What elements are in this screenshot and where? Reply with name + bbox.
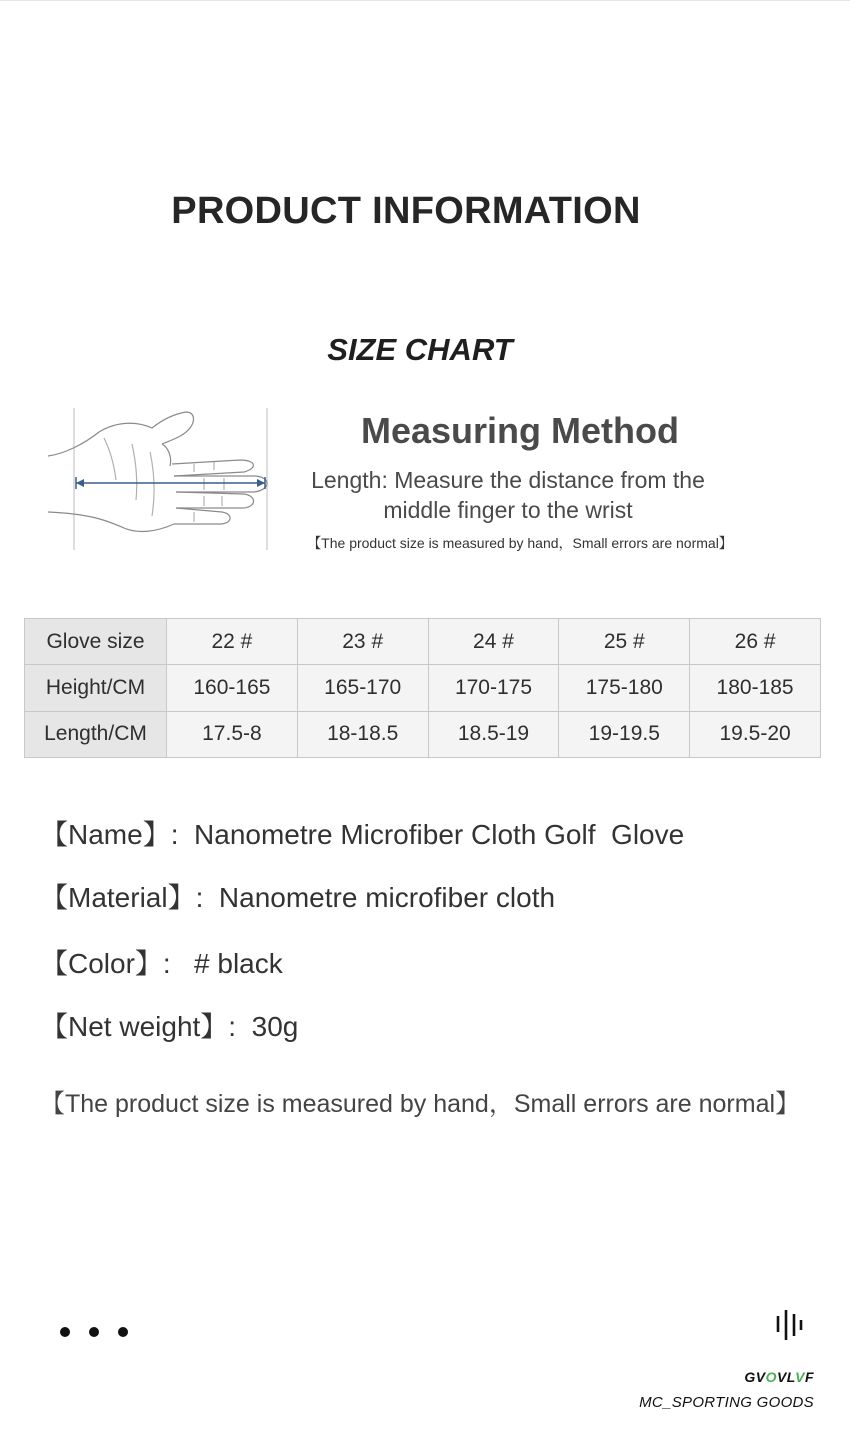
- info-note: 【The product size is measured by hand，Small errors are normal】: [40, 1090, 801, 1118]
- row-header: Glove size: [25, 619, 167, 665]
- info-weight: 【Net weight】: 30g: [40, 1011, 299, 1042]
- table-cell: 17.5-8: [167, 711, 298, 757]
- brand-part: VL: [776, 1369, 796, 1385]
- row-header: Height/CM: [25, 665, 167, 711]
- table-cell: 18.5-19: [428, 711, 559, 757]
- size-table: [24, 618, 821, 758]
- dot: [118, 1327, 128, 1337]
- brand-part: F: [804, 1369, 814, 1385]
- table-cell: 26 #: [690, 619, 821, 665]
- info-color: 【Color】: # black: [40, 948, 283, 979]
- table-cell: 23 #: [297, 619, 428, 665]
- info-name: 【Name】: Nanometre Microfiber Cloth Golf Glove: [40, 819, 685, 850]
- top-divider: [0, 0, 850, 1]
- table-cell: 180-185: [690, 665, 821, 711]
- table-row: [25, 711, 821, 757]
- measuring-method-description: [280, 465, 736, 525]
- table-cell: 19.5-20: [690, 711, 821, 757]
- row-header: Length/CM: [25, 711, 167, 757]
- table-cell: 22 #: [167, 619, 298, 665]
- table-cell: 24 #: [428, 619, 559, 665]
- size-chart-heading: SIZE CHART: [327, 332, 513, 367]
- logo-mark-icon: [774, 1308, 804, 1342]
- measuring-line-2: middle finger to the wrist: [383, 497, 633, 523]
- table-cell: 160-165: [167, 665, 298, 711]
- brand-logo-text: [744, 1369, 814, 1385]
- table-cell: 19-19.5: [559, 711, 690, 757]
- table-cell: 25 #: [559, 619, 690, 665]
- measuring-line-1: Length: Measure the distance from the: [311, 467, 705, 493]
- dot: [60, 1327, 70, 1337]
- brand-tagline: MC_SPORTING GOODS: [639, 1394, 814, 1411]
- page-title: PRODUCT INFORMATION: [171, 190, 641, 232]
- measuring-method-title: Measuring Method: [360, 410, 679, 451]
- table-cell: 18-18.5: [297, 711, 428, 757]
- table-cell: 170-175: [428, 665, 559, 711]
- brand-accent: O: [765, 1369, 777, 1385]
- table-row: [25, 619, 821, 665]
- brand-accent: V: [795, 1369, 805, 1385]
- info-material: 【Material】: Nanometre microfiber cloth: [40, 882, 556, 913]
- hand-measure-icon: [44, 404, 274, 554]
- measuring-note: 【The product size is measured by hand，Small errors are normal】: [307, 535, 733, 551]
- table-cell: 175-180: [559, 665, 690, 711]
- dot: [89, 1327, 99, 1337]
- brand-part: GV: [744, 1369, 766, 1385]
- ellipsis-dots-icon: [60, 1324, 147, 1342]
- table-row: [25, 665, 821, 711]
- table-cell: 165-170: [297, 665, 428, 711]
